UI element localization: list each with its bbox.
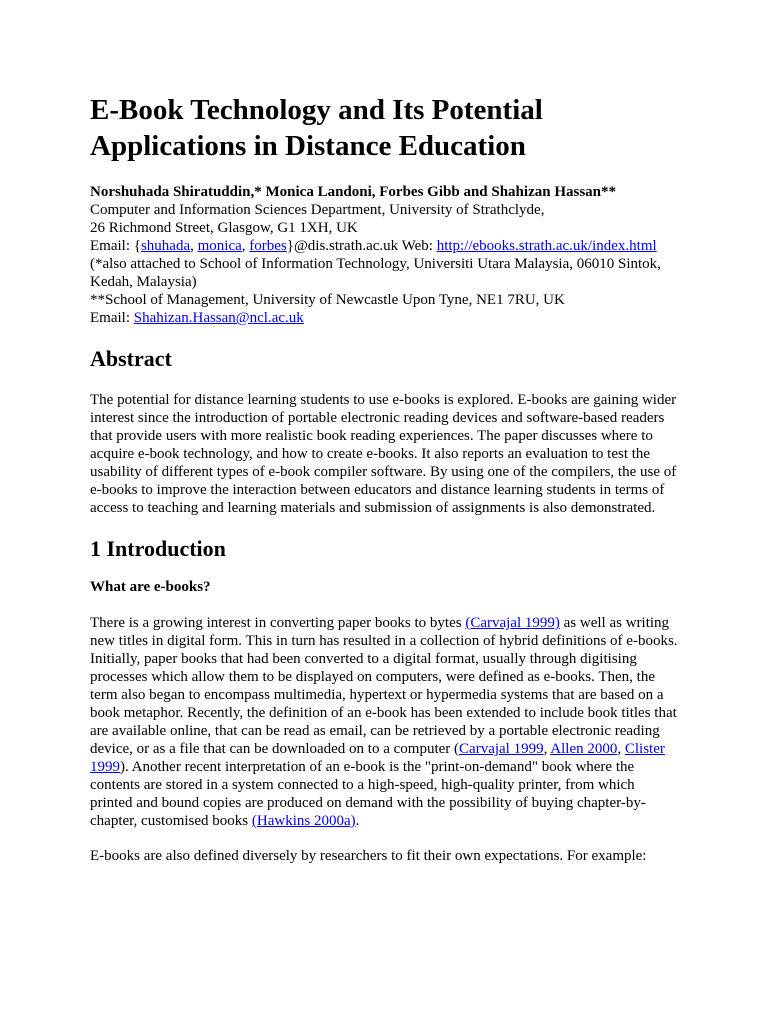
affiliation-line-2: 26 Richmond Street, Glasgow, G1 1XH, UK: [90, 220, 358, 236]
citation-link-allen-2000[interactable]: Allen 2000: [550, 741, 618, 757]
email-link-forbes[interactable]: forbes: [249, 238, 287, 254]
email-separator: ,: [241, 238, 250, 254]
document-page: [90, 92, 680, 882]
title-line-1: E-Book Technology and Its Potential: [90, 94, 543, 126]
affiliation-block: [90, 201, 680, 327]
introduction-paragraph-2: E-books are also defined diversely by researchers to fit their own expectations. For example:: [90, 848, 647, 864]
paragraph-text: ). Another recent interpretation of an e-book is the "print-on-demand" book where the contents are stored in a system connected to a high-speed, high-quality printer, from which printed and bound copies are produced on demand with the possibility of buying chapter-by-chapter, customised books: [90, 759, 646, 829]
also-attached-line-2: Kedah, Malaysia): [90, 274, 197, 290]
email-separator: ,: [190, 238, 198, 254]
author-list: Norshuhada Shiratuddin,* Monica Landoni, Forbes Gibb and Shahizan Hassan**: [90, 184, 617, 200]
abstract-heading: Abstract: [90, 346, 172, 371]
affiliation-line-1: Computer and Information Sciences Department, University of Strathclyde,: [90, 202, 545, 218]
citation-link-clister-1999[interactable]: Clister 1999: [90, 741, 665, 775]
email-link-shahizan[interactable]: Shahizan.Hassan@ncl.ac.uk: [133, 310, 304, 326]
email-domain: }@dis.strath.ac.uk Web:: [286, 238, 437, 254]
paper-title: [90, 92, 680, 164]
email-web-line: [90, 237, 680, 255]
title-line-2: Applications in Distance Education: [90, 130, 526, 162]
email-prefix: Email: {: [90, 238, 141, 254]
paragraph-text: There is a growing interest in converting paper books to bytes: [90, 615, 466, 631]
website-link[interactable]: http://ebooks.strath.ac.uk/index.html: [436, 238, 657, 254]
email2-line: [90, 309, 680, 327]
citation-link-carvajal-1999-b[interactable]: Carvajal 1999: [459, 741, 544, 757]
school-line: **School of Management, University of Newcastle Upon Tyne, NE1 7RU, UK: [90, 292, 565, 308]
paragraph-text: ,: [543, 741, 551, 757]
email2-prefix: Email:: [90, 310, 134, 326]
introduction-heading: 1 Introduction: [90, 536, 226, 561]
email-link-monica[interactable]: monica: [197, 238, 242, 254]
paragraph-text: ,: [617, 741, 625, 757]
email-link-shuhada[interactable]: shuhada: [140, 238, 191, 254]
paragraph-text: .: [355, 813, 360, 829]
paragraph-text: as well as writing new titles in digital form. This in turn has resulted in a collection of hybrid definitions of e-books. Initially, paper books that had been converted to a digital format, usually through digitising processes which allow them to be displayed on computers, were defined as e-books. Then, the term also began to encompass multimedia, hypertext or hypermedia systems that are based on a book metaphor. Recently, the definition of an e-book has been extended to include book titles that are available online, that can be read as email, can be retrieved by a portable electronic reading device, or as a file that can be downloaded on to a computer (: [90, 615, 678, 757]
introduction-paragraph-1: [90, 614, 680, 830]
introduction-subheading: What are e-books?: [90, 579, 211, 595]
citation-link-hawkins-2000a[interactable]: (Hawkins 2000a): [251, 813, 356, 829]
citation-link-carvajal-1999[interactable]: (Carvajal 1999): [465, 615, 560, 631]
abstract-text: The potential for distance learning students to use e-books is explored. E-books are gaining wider interest since the introduction of portable electronic reading devices and software-based readers that provide users with more realistic book reading experiences. The paper discusses where to acquire e-book technology, and how to create e-books. It also reports an evaluation to test the usability of different types of e-book compiler software. By using one of the compilers, the use of e-books to improve the interaction between educators and distance learning students in terms of access to teaching and learning materials and submission of assignments is also demonstrated.: [90, 392, 677, 516]
also-attached-line-1: (*also attached to School of Information Technology, Universiti Utara Malaysia, 06010 Sintok,: [90, 256, 661, 272]
